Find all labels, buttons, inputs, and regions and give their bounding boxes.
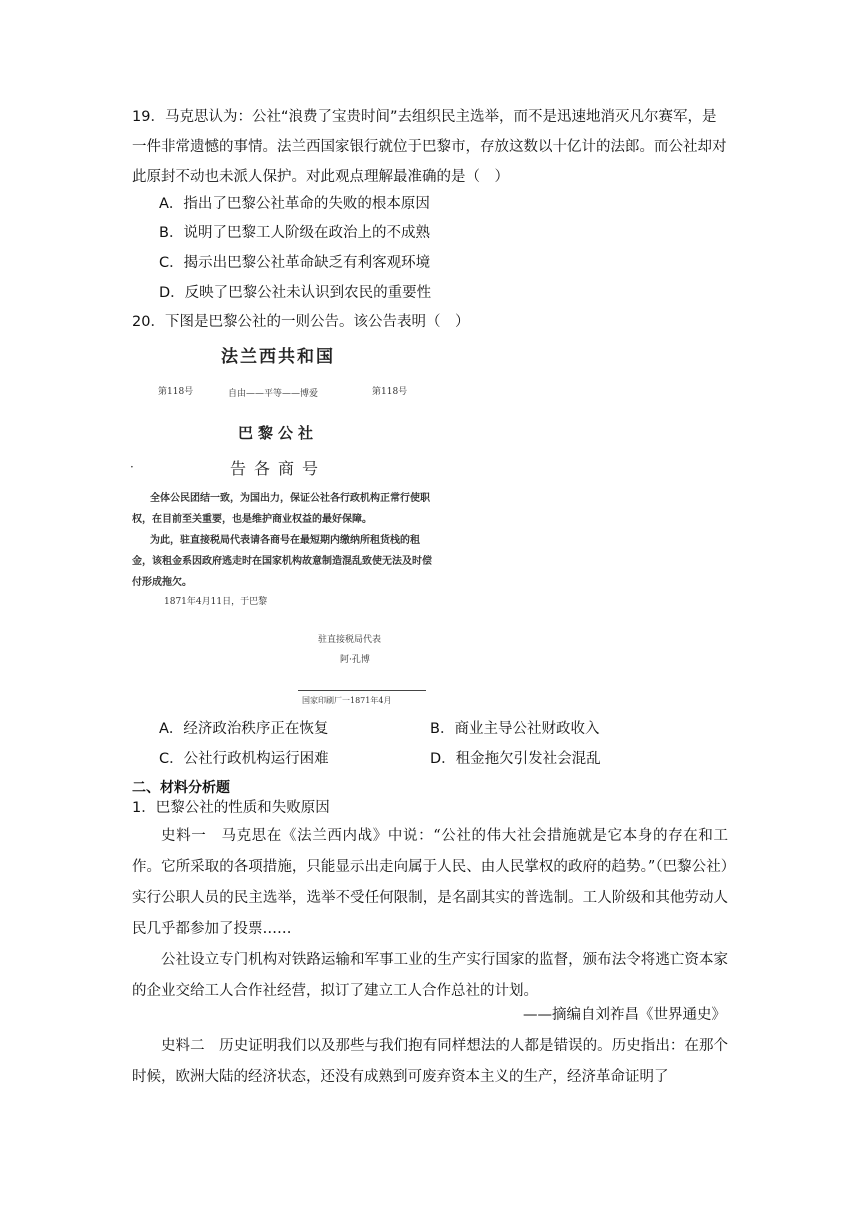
q20-option-b: B．商业主导公社财政收入 — [430, 721, 600, 737]
notice-footer: 国家印刷厂一1871年4月 — [302, 696, 392, 705]
notice-signer-name: 阿·孔博 — [340, 655, 370, 665]
notice-para-1: 全体公民团结一致，为国出力，保证公社各行政机构正常行使职权，在目前至关重要，也是维护商业权益的最好保障。 — [132, 493, 430, 525]
q20-option-c: C．公社行政机构运行困难 — [159, 751, 329, 767]
notice-republic: 法兰西共和国 — [221, 347, 335, 367]
notice-motto: 自由——平等——博爱 — [228, 389, 319, 399]
q19-option-c: C．揭示出巴黎公社革命缺乏有利客观环境 — [159, 255, 431, 271]
material-question-1-title: 1．巴黎公社的性质和失败原因 — [132, 800, 330, 816]
notice-para-2: 为此，驻直接税局代表请各商号在最短期内缴纳所租货栈的租金，该租金系因政府逃走时在国家机构故意制造混乱致使无法及时偿付形成拖欠。 — [132, 535, 432, 588]
q20-option-d: D．租金拖欠引发社会混乱 — [430, 751, 601, 767]
material-1-paragraph-1: 史料一 马克思在《法兰西内战》中说：“公社的伟大社会措施就是它本身的存在和工作。它所采取的各项措施，只能显示出走向属于人民、由人民掌权的政府的趋势。”（巴黎公社）实行公职人员的民主选举，选举不受任何限制，是名副其实的普选制。工人阶级和其他劳动人民几乎都参加了投票…… — [132, 828, 728, 937]
notice-dot: · — [130, 460, 134, 474]
notice-heading: 告各商号 — [229, 459, 326, 478]
question-20-stem: 20．下图是巴黎公社的一则公告。该公告表明（ ） — [132, 314, 470, 330]
notice-commune: 巴黎公社 — [237, 424, 318, 442]
q19-option-a: A．指出了巴黎公社革命的失败的根本原因 — [159, 196, 430, 212]
commune-notice-image — [128, 336, 448, 714]
notice-number-left: 第118号 — [158, 387, 194, 397]
q19-option-d: D．反映了巴黎公社未认识到农民的重要性 — [159, 285, 432, 301]
notice-divider — [298, 690, 426, 691]
notice-number-right: 第118号 — [372, 387, 408, 397]
section-2-heading: 二、材料分析题 — [132, 780, 230, 796]
q20-option-a: A．经济政治秩序正在恢复 — [159, 721, 329, 737]
question-19-stem: 19．马克思认为：公社“浪费了宝贵时间”去组织民主选举，而不是迅速地消灭凡尔赛军，是一件非常遗憾的事情。法兰西国家银行就位于巴黎市，存放这数以十亿计的法郎。而公社却对此原封不动也未派人保护。对此观点理解最准确的是（ ） — [132, 109, 727, 185]
material-1-paragraph-2: 公社设立专门机构对铁路运输和军事工业的生产实行国家的监督，颁布法令将逃亡资本家的企业交给工人合作社经营，拟订了建立工人合作总社的计划。 — [132, 952, 728, 999]
material-2-paragraph-1: 史料二 历史证明我们以及那些与我们抱有同样想法的人都是错误的。历史指出：在那个时候，欧洲大陆的经济状态，还没有成熟到可废弃资本主义的生产，经济革命证明了 — [132, 1038, 728, 1085]
q19-option-b: B．说明了巴黎工人阶级在政治上的不成熟 — [159, 225, 430, 241]
material-1-source: ——摘编自刘祚昌《世界通史》 — [523, 1007, 726, 1023]
notice-signer-title: 驻直接税局代表 — [318, 635, 382, 645]
notice-date: 1871年4月11日，于巴黎 — [164, 597, 268, 607]
